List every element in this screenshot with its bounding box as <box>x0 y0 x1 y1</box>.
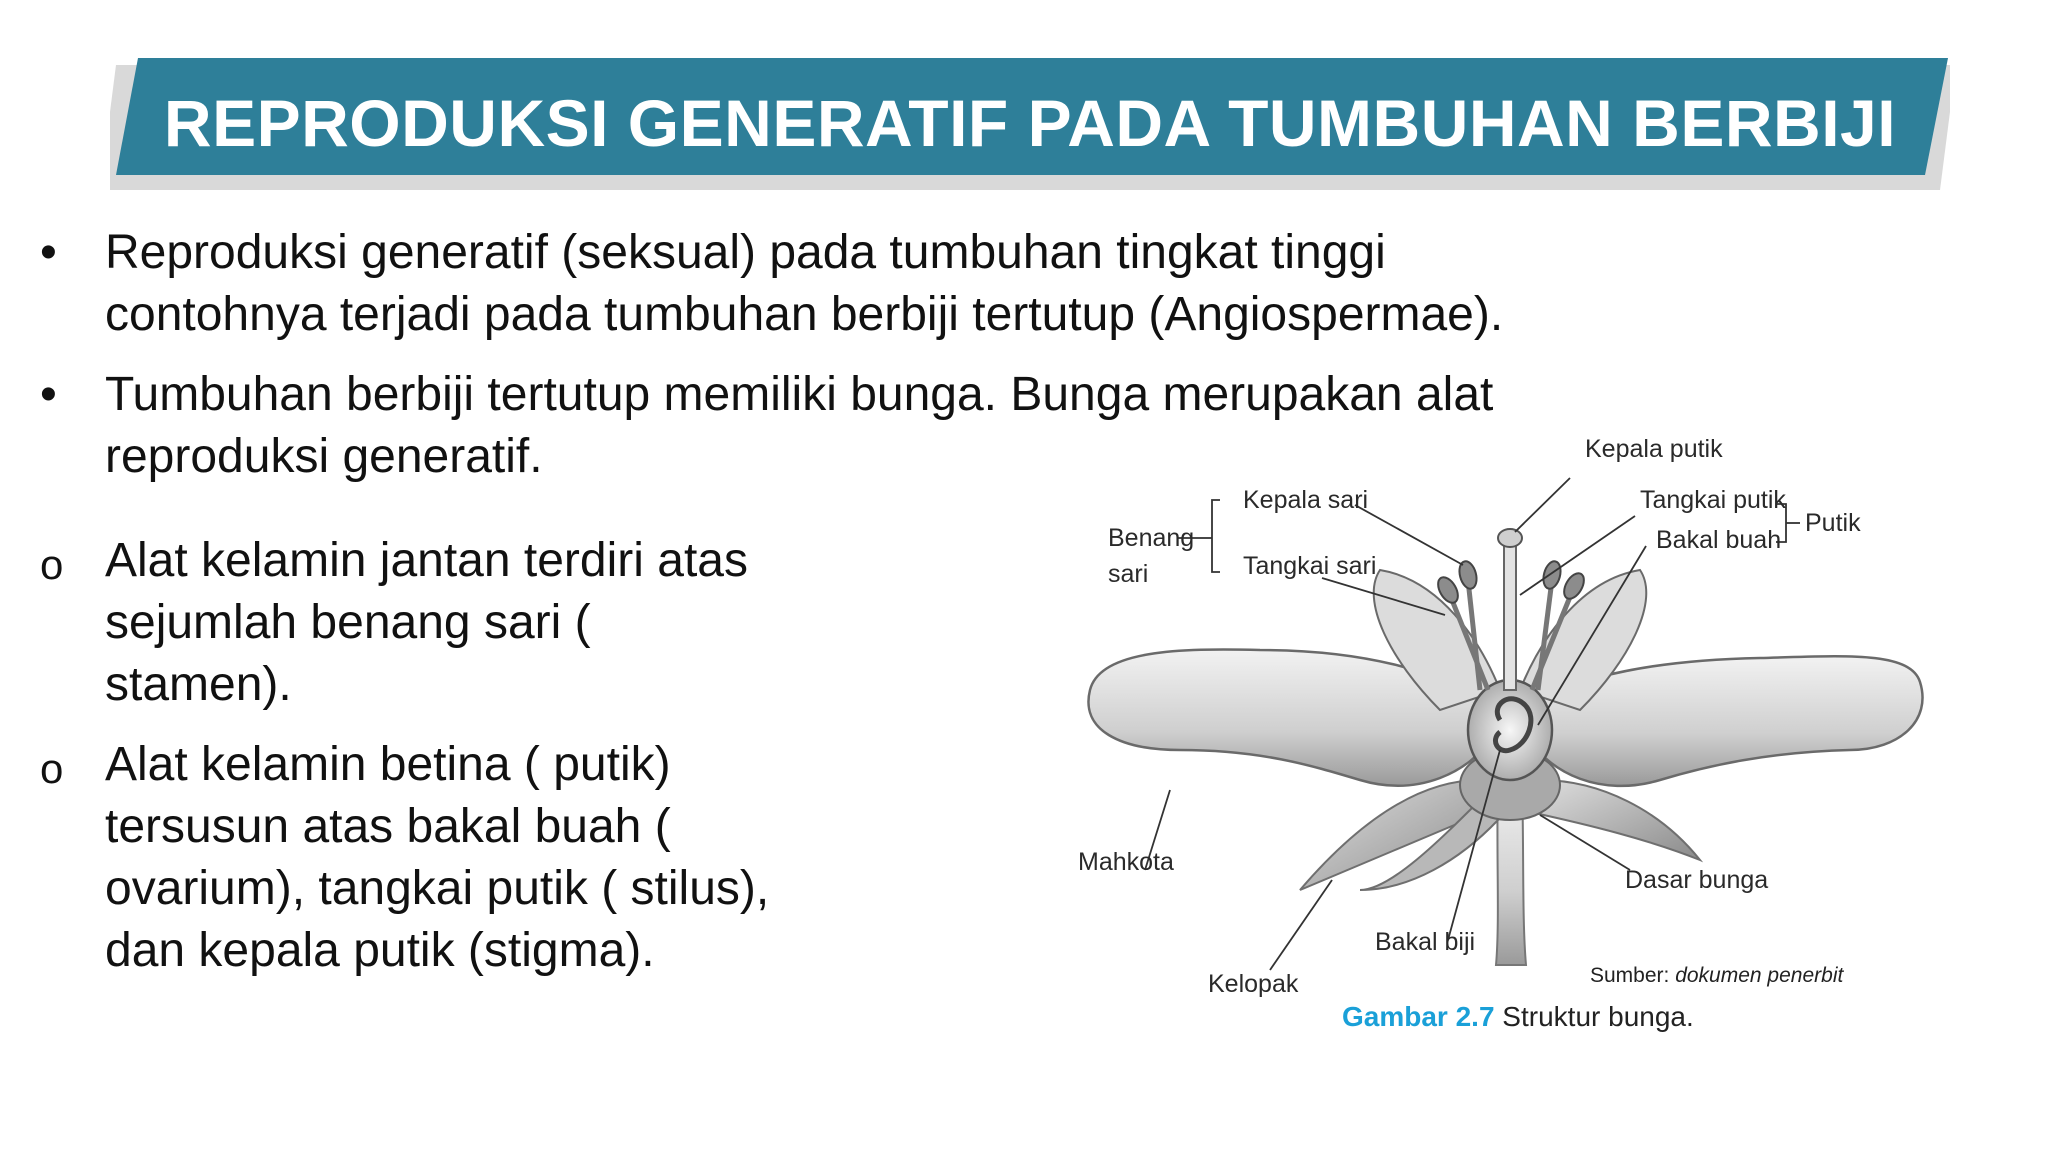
label-mahkota: Mahkota <box>1078 848 1174 876</box>
label-kepala-putik: Kepala putik <box>1585 435 1723 463</box>
sub-bullet-text-line: sejumlah benang sari ( <box>105 596 591 649</box>
label-tangkai-putik: Tangkai putik <box>1640 486 1786 514</box>
label-bakal-biji: Bakal biji <box>1375 928 1476 956</box>
bullet-text-line: reproduksi generatif. <box>105 430 543 483</box>
bullet-marker: • <box>40 226 57 279</box>
flower-structure-figure <box>1060 420 1940 1060</box>
label-kelopak: Kelopak <box>1208 970 1299 998</box>
figure-source <box>1590 964 1844 987</box>
ovary <box>1468 680 1552 780</box>
label-kepala-sari: Kepala sari <box>1243 486 1369 514</box>
anther <box>1541 559 1564 590</box>
stigma <box>1498 529 1522 547</box>
style-stalk <box>1504 540 1516 690</box>
title-banner <box>110 55 1950 190</box>
figure-caption-text: Struktur bunga. <box>1494 1001 1694 1032</box>
label-putik: Putik <box>1805 509 1861 537</box>
sub-bullet-text-line: stamen). <box>105 658 292 711</box>
label-tangkai-sari: Tangkai sari <box>1243 552 1377 580</box>
sub-bullet-text-line: dan kepala putik (stigma). <box>105 924 655 977</box>
figure-source-prefix: Sumber: <box>1590 964 1676 987</box>
bullet-text-line: contohnya terjadi pada tumbuhan berbiji tertutup (Angiospermae). <box>105 288 1504 341</box>
sub-bullet-marker: o <box>40 541 64 588</box>
slide-title: REPRODUKSI GENERATIF PADA TUMBUHAN BERBIJI <box>163 86 1897 160</box>
label-bakal-buah: Bakal buah <box>1656 526 1782 554</box>
label-dasar-bunga: Dasar bunga <box>1625 866 1769 894</box>
figure-caption <box>1342 1001 1694 1032</box>
bullet-text-line: Tumbuhan berbiji tertutup memiliki bunga. Bunga merupakan alat <box>105 368 1494 421</box>
bullet-item-1 <box>40 222 1680 346</box>
figure-caption-number: Gambar 2.7 <box>1342 1001 1495 1032</box>
sub-bullet-marker: o <box>40 745 64 792</box>
figure-source-name: dokumen penerbit <box>1675 964 1844 987</box>
sub-bullet-item-2 <box>40 734 840 982</box>
sub-bullet-text-line: Alat kelamin betina ( putik) <box>105 738 671 791</box>
label-sari: sari <box>1108 560 1149 588</box>
bullet-text-line: Reproduksi generatif (seksual) pada tumbuhan tingkat tinggi <box>105 226 1386 279</box>
sub-bullet-item-1 <box>40 530 840 716</box>
bullet-marker: • <box>40 368 57 421</box>
sub-bullet-text-line: ovarium), tangkai putik ( stilus), <box>105 862 770 915</box>
label-benang: Benang <box>1108 524 1195 552</box>
sub-bullet-text-line: Alat kelamin jantan terdiri atas <box>105 534 748 587</box>
sub-bullet-text-line: tersusun atas bakal buah ( <box>105 800 671 853</box>
